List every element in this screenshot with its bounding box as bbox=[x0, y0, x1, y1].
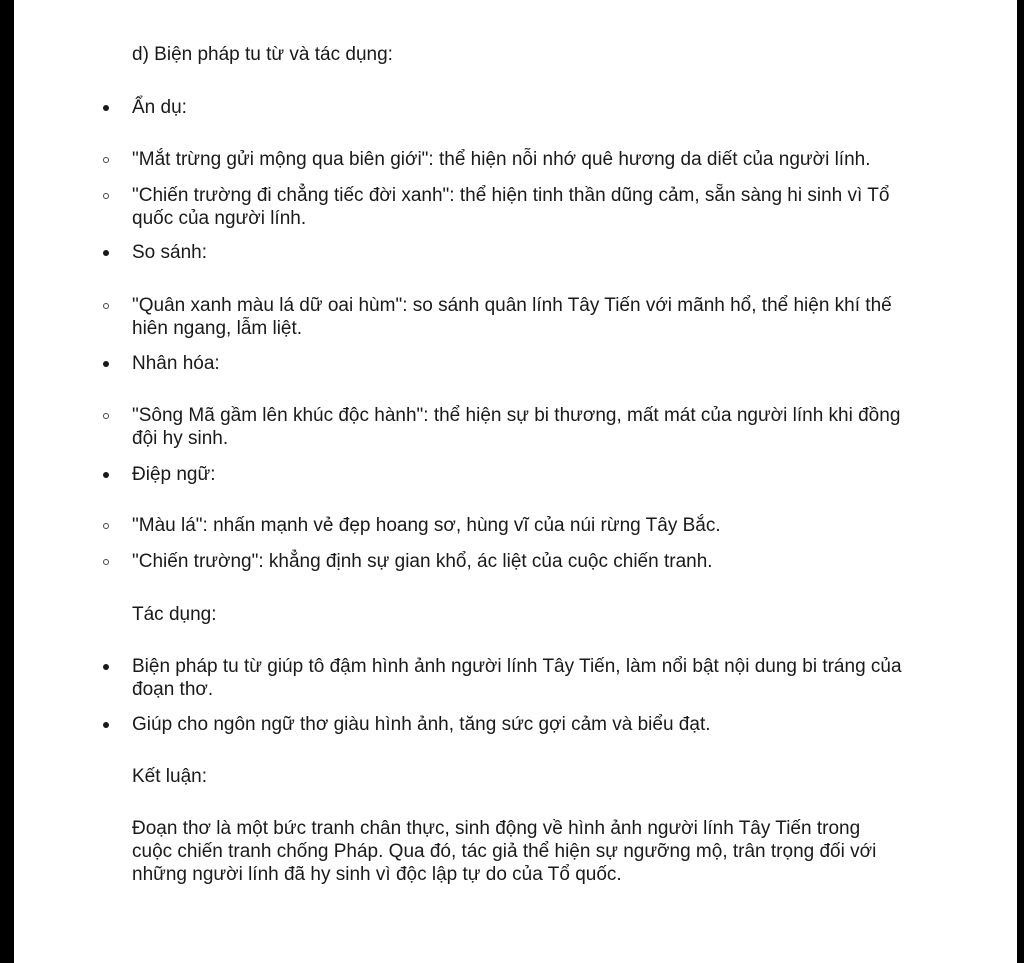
effect-list-item: Biện pháp tu từ giúp tô đậm hình ảnh người lính Tây Tiến, làm nổi bật nội dung bi tráng của đoạn thơ. bbox=[132, 656, 902, 700]
list-item-label: Ẩn dụ: bbox=[132, 97, 187, 118]
bullet-disc-icon bbox=[100, 241, 112, 264]
sub-list-item: "Quân xanh màu lá dữ oai hùm": so sánh quân lính Tây Tiến với mãnh hổ, thể hiện khí thế hiên ngang, lẫm liệt. bbox=[132, 295, 892, 339]
bullet-circle-icon bbox=[100, 514, 112, 537]
sub-list-item: "Chiến trường": khẳng định sự gian khổ, ác liệt của cuộc chiến tranh. bbox=[132, 551, 713, 572]
document-content bbox=[14, 0, 1017, 963]
bullet-circle-icon bbox=[100, 550, 112, 573]
sub-list-item: "Sông Mã gầm lên khúc độc hành": thể hiện sự bi thương, mất mát của người lính khi đồng đội hy sinh. bbox=[132, 405, 901, 449]
bullet-circle-icon bbox=[100, 294, 112, 317]
list-item-label: Nhân hóa: bbox=[132, 353, 220, 374]
section-heading: d) Biện pháp tu từ và tác dụng: bbox=[132, 44, 393, 65]
bullet-disc-icon bbox=[100, 352, 112, 375]
list-item-label: Điệp ngữ: bbox=[132, 464, 216, 485]
bullet-disc-icon bbox=[100, 463, 112, 486]
sub-list-item: "Chiến trường đi chẳng tiếc đời xanh": thể hiện tinh thần dũng cảm, sẵn sàng hi sinh vì Tổ quốc của người lính. bbox=[132, 185, 890, 229]
sub-list-item: "Màu lá": nhấn mạnh vẻ đẹp hoang sơ, hùng vĩ của núi rừng Tây Bắc. bbox=[132, 515, 721, 536]
bullet-circle-icon bbox=[100, 184, 112, 207]
document-page bbox=[14, 0, 1017, 963]
sub-list-item: "Mắt trừng gửi mộng qua biên giới": thể hiện nỗi nhớ quê hương da diết của người lính. bbox=[132, 149, 871, 170]
bullet-disc-icon bbox=[100, 655, 112, 678]
bullet-disc-icon bbox=[100, 96, 112, 119]
conclusion-heading: Kết luận: bbox=[132, 766, 207, 787]
effect-heading: Tác dụng: bbox=[132, 604, 217, 625]
list-item-label: So sánh: bbox=[132, 242, 207, 263]
effect-list-item: Giúp cho ngôn ngữ thơ giàu hình ảnh, tăng sức gợi cảm và biểu đạt. bbox=[132, 714, 711, 735]
conclusion-paragraph: Đoạn thơ là một bức tranh chân thực, sinh động về hình ảnh người lính Tây Tiến trong cuộc chiến tranh chống Pháp. Qua đó, tác giả thể hiện sự ngưỡng mộ, trân trọng đối với những người lính đã hy sinh vì độc lập tự do của Tổ quốc. bbox=[132, 818, 877, 885]
bullet-disc-icon bbox=[100, 713, 112, 736]
bullet-circle-icon bbox=[100, 404, 112, 427]
bullet-circle-icon bbox=[100, 148, 112, 171]
